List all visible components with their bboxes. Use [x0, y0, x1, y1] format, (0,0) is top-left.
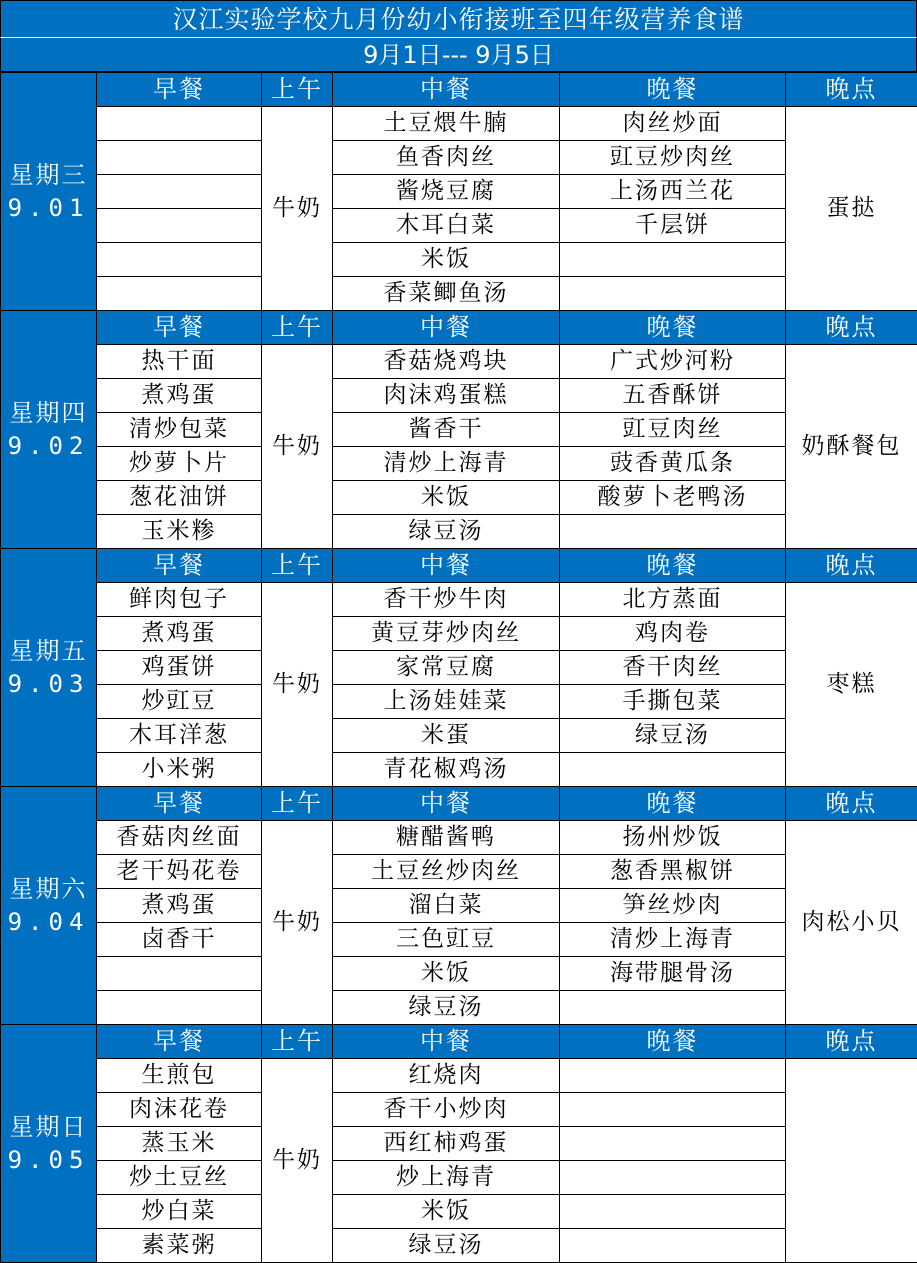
breakfast-item: 卤香干	[97, 923, 262, 957]
breakfast-item	[97, 991, 262, 1025]
menu-row	[1, 107, 917, 141]
breakfast-item: 香菇肉丝面	[97, 821, 262, 855]
weekday-label: 星期五	[9, 636, 88, 665]
menu-row	[1, 447, 917, 481]
menu-row	[1, 175, 917, 209]
dinner-item: 肉丝炒面	[560, 107, 786, 141]
lunch-item: 上汤娃娃菜	[333, 685, 560, 719]
breakfast-item: 炒豇豆	[97, 685, 262, 719]
weekday-label: 星期三	[9, 160, 88, 189]
weekday-label: 星期六	[9, 874, 88, 903]
menu-row	[1, 1161, 917, 1195]
dinner-item	[560, 753, 786, 787]
menu-row	[1, 1093, 917, 1127]
dinner-item: 绿豆汤	[560, 719, 786, 753]
menu-row	[1, 991, 917, 1025]
lunch-item: 红烧肉	[333, 1059, 560, 1093]
breakfast-item	[97, 243, 262, 277]
header-morning: 上午	[262, 311, 333, 345]
breakfast-item: 清炒包菜	[97, 413, 262, 447]
header-morning: 上午	[262, 787, 333, 821]
breakfast-item	[97, 107, 262, 141]
dinner-item: 豉香黄瓜条	[560, 447, 786, 481]
date-label: 9.05	[7, 1145, 90, 1174]
header-breakfast: 早餐	[97, 549, 262, 583]
header-dinner: 晚餐	[560, 787, 786, 821]
dinner-item	[560, 1127, 786, 1161]
day-label	[1, 311, 97, 549]
day-label	[1, 787, 97, 1025]
dinner-item: 上汤西兰花	[560, 175, 786, 209]
menu-row	[1, 957, 917, 991]
breakfast-item	[97, 141, 262, 175]
lunch-item: 绿豆汤	[333, 1229, 560, 1263]
menu-row	[1, 1229, 917, 1263]
header-dinner: 晚餐	[560, 311, 786, 345]
day-header-row	[1, 1025, 917, 1059]
header-lunch: 中餐	[333, 549, 560, 583]
lunch-item: 香菇烧鸡块	[333, 345, 560, 379]
date-label: 9.04	[7, 907, 90, 936]
dinner-item: 北方蒸面	[560, 583, 786, 617]
lunch-item: 香菜鲫鱼汤	[333, 277, 560, 311]
breakfast-item	[97, 957, 262, 991]
weekday-label: 星期四	[9, 398, 88, 427]
header-morning: 上午	[262, 549, 333, 583]
breakfast-item	[97, 175, 262, 209]
day-label	[1, 549, 97, 787]
breakfast-item: 生煎包	[97, 1059, 262, 1093]
lunch-item: 绿豆汤	[333, 991, 560, 1025]
lunch-item: 黄豆芽炒肉丝	[333, 617, 560, 651]
breakfast-item: 肉沫花卷	[97, 1093, 262, 1127]
menu-row	[1, 583, 917, 617]
breakfast-item: 老干妈花卷	[97, 855, 262, 889]
day-label	[1, 1025, 97, 1263]
dinner-item	[560, 1195, 786, 1229]
lunch-item: 土豆煨牛腩	[333, 107, 560, 141]
menu-row	[1, 379, 917, 413]
lunch-item: 酱香干	[333, 413, 560, 447]
morning-item: 牛奶	[262, 821, 333, 1025]
menu-row	[1, 209, 917, 243]
dinner-item: 千层饼	[560, 209, 786, 243]
menu-row	[1, 889, 917, 923]
day-header-row	[1, 787, 917, 821]
header-morning: 上午	[262, 1025, 333, 1059]
breakfast-item: 热干面	[97, 345, 262, 379]
lunch-item: 三色豇豆	[333, 923, 560, 957]
menu-row	[1, 923, 917, 957]
menu-table	[0, 72, 917, 1263]
dinner-item: 笋丝炒肉	[560, 889, 786, 923]
header-breakfast: 早餐	[97, 311, 262, 345]
night-snack-item: 肉松小贝	[786, 821, 917, 1025]
lunch-item: 绿豆汤	[333, 515, 560, 549]
lunch-item: 米饭	[333, 243, 560, 277]
menu-row	[1, 821, 917, 855]
menu-row	[1, 481, 917, 515]
morning-item: 牛奶	[262, 583, 333, 787]
dinner-item: 鸡肉卷	[560, 617, 786, 651]
menu-row	[1, 1127, 917, 1161]
date-label: 9.03	[7, 669, 90, 698]
header-morning: 上午	[262, 73, 333, 107]
day-header-row	[1, 73, 917, 107]
breakfast-item: 素菜粥	[97, 1229, 262, 1263]
breakfast-item: 煮鸡蛋	[97, 889, 262, 923]
morning-item: 牛奶	[262, 107, 333, 311]
lunch-item: 米蛋	[333, 719, 560, 753]
menu-row	[1, 617, 917, 651]
header-night-snack: 晚点	[786, 1025, 917, 1059]
lunch-item: 炒上海青	[333, 1161, 560, 1195]
lunch-item: 酱烧豆腐	[333, 175, 560, 209]
lunch-item: 香干小炒肉	[333, 1093, 560, 1127]
header-lunch: 中餐	[333, 311, 560, 345]
menu-row	[1, 1195, 917, 1229]
dinner-item: 酸萝卜老鸭汤	[560, 481, 786, 515]
lunch-item: 家常豆腐	[333, 651, 560, 685]
dinner-item	[560, 991, 786, 1025]
breakfast-item: 煮鸡蛋	[97, 379, 262, 413]
header-dinner: 晚餐	[560, 73, 786, 107]
morning-item: 牛奶	[262, 345, 333, 549]
breakfast-item: 木耳洋葱	[97, 719, 262, 753]
header-breakfast: 早餐	[97, 1025, 262, 1059]
menu-row	[1, 855, 917, 889]
breakfast-item: 蒸玉米	[97, 1127, 262, 1161]
menu-row	[1, 243, 917, 277]
menu-row	[1, 345, 917, 379]
dinner-item	[560, 1161, 786, 1195]
header-night-snack: 晚点	[786, 73, 917, 107]
menu-row	[1, 651, 917, 685]
breakfast-item: 炒白菜	[97, 1195, 262, 1229]
lunch-item: 土豆丝炒肉丝	[333, 855, 560, 889]
breakfast-item: 玉米糁	[97, 515, 262, 549]
dinner-item: 清炒上海青	[560, 923, 786, 957]
menu-row	[1, 685, 917, 719]
header-lunch: 中餐	[333, 73, 560, 107]
breakfast-item: 小米粥	[97, 753, 262, 787]
night-snack-item: 奶酥餐包	[786, 345, 917, 549]
breakfast-item	[97, 277, 262, 311]
lunch-item: 溜白菜	[333, 889, 560, 923]
lunch-item: 青花椒鸡汤	[333, 753, 560, 787]
dinner-item: 海带腿骨汤	[560, 957, 786, 991]
dinner-item: 五香酥饼	[560, 379, 786, 413]
lunch-item: 清炒上海青	[333, 447, 560, 481]
breakfast-item: 鲜肉包子	[97, 583, 262, 617]
lunch-item: 糖醋酱鸭	[333, 821, 560, 855]
header-night-snack: 晚点	[786, 787, 917, 821]
lunch-item: 香干炒牛肉	[333, 583, 560, 617]
date-label: 9.02	[7, 431, 90, 460]
lunch-item: 米饭	[333, 481, 560, 515]
menu-row	[1, 141, 917, 175]
menu-row	[1, 719, 917, 753]
dinner-item	[560, 277, 786, 311]
day-header-row	[1, 549, 917, 583]
morning-item: 牛奶	[262, 1059, 333, 1263]
header-night-snack: 晚点	[786, 549, 917, 583]
breakfast-item: 鸡蛋饼	[97, 651, 262, 685]
breakfast-item: 炒土豆丝	[97, 1161, 262, 1195]
date-label: 9.01	[7, 193, 90, 222]
dinner-item: 香干肉丝	[560, 651, 786, 685]
weekday-label: 星期日	[9, 1112, 88, 1141]
menu-row	[1, 1059, 917, 1093]
lunch-item: 米饭	[333, 1195, 560, 1229]
header-lunch: 中餐	[333, 787, 560, 821]
day-label	[1, 73, 97, 311]
date-range: 9月1日--- 9月5日	[0, 38, 917, 72]
breakfast-item: 葱花油饼	[97, 481, 262, 515]
lunch-item: 西红柿鸡蛋	[333, 1127, 560, 1161]
dinner-item: 广式炒河粉	[560, 345, 786, 379]
header-lunch: 中餐	[333, 1025, 560, 1059]
dinner-item	[560, 515, 786, 549]
night-snack-item	[786, 1059, 917, 1263]
header-dinner: 晚餐	[560, 1025, 786, 1059]
breakfast-item: 煮鸡蛋	[97, 617, 262, 651]
night-snack-item: 蛋挞	[786, 107, 917, 311]
dinner-item	[560, 1229, 786, 1263]
dinner-item: 豇豆肉丝	[560, 413, 786, 447]
day-header-row	[1, 311, 917, 345]
lunch-item: 木耳白菜	[333, 209, 560, 243]
menu-row	[1, 515, 917, 549]
page-title: 汉江实验学校九月份幼小衔接班至四年级营养食谱	[0, 0, 917, 38]
menu-row	[1, 413, 917, 447]
lunch-item: 米饭	[333, 957, 560, 991]
breakfast-item	[97, 209, 262, 243]
dinner-item: 手撕包菜	[560, 685, 786, 719]
header-night-snack: 晚点	[786, 311, 917, 345]
dinner-item: 豇豆炒肉丝	[560, 141, 786, 175]
menu-row	[1, 753, 917, 787]
dinner-item	[560, 1059, 786, 1093]
dinner-item: 扬州炒饭	[560, 821, 786, 855]
header-dinner: 晚餐	[560, 549, 786, 583]
header-breakfast: 早餐	[97, 787, 262, 821]
lunch-item: 鱼香肉丝	[333, 141, 560, 175]
lunch-item: 肉沫鸡蛋糕	[333, 379, 560, 413]
dinner-item	[560, 1093, 786, 1127]
night-snack-item: 枣糕	[786, 583, 917, 787]
menu-row	[1, 277, 917, 311]
dinner-item	[560, 243, 786, 277]
dinner-item: 葱香黑椒饼	[560, 855, 786, 889]
breakfast-item: 炒萝卜片	[97, 447, 262, 481]
header-breakfast: 早餐	[97, 73, 262, 107]
